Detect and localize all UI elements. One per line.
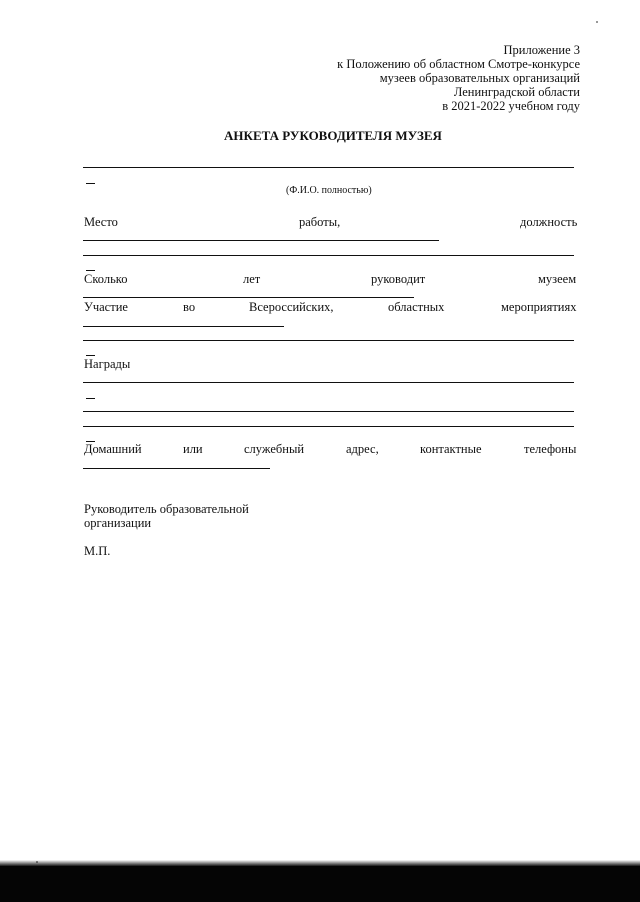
label-leads: руководит bbox=[371, 272, 426, 286]
label-participation: Участие bbox=[84, 300, 128, 314]
fio-input-line[interactable] bbox=[83, 167, 574, 168]
label-or: или bbox=[183, 442, 203, 456]
signature-line-2: организации bbox=[84, 516, 152, 530]
label-place: Место bbox=[84, 215, 118, 229]
appendix-line-4: Ленинградской области bbox=[453, 85, 580, 99]
fio-dash bbox=[86, 183, 95, 184]
fio-caption: (Ф.И.О. полностью) bbox=[286, 185, 372, 196]
participation-input-line-1[interactable] bbox=[83, 326, 284, 327]
awards-input-line-1[interactable] bbox=[83, 382, 574, 383]
stamp-label: М.П. bbox=[84, 544, 111, 558]
scan-edge-strip bbox=[0, 866, 640, 902]
label-in: во bbox=[183, 300, 196, 314]
scan-speck bbox=[596, 21, 598, 23]
label-regional: областных bbox=[388, 300, 445, 314]
signature-line-1: Руководитель образовательной bbox=[84, 502, 249, 516]
work-dash bbox=[86, 270, 95, 271]
label-how-many: Сколько bbox=[84, 272, 128, 286]
awards-input-line-3[interactable] bbox=[83, 426, 574, 427]
label-work: работы, bbox=[299, 215, 341, 229]
label-phones: телефоны bbox=[524, 442, 577, 456]
participation-dash bbox=[86, 355, 95, 356]
label-address: адрес, bbox=[346, 442, 379, 456]
label-position: должность bbox=[520, 215, 578, 229]
label-years: лет bbox=[243, 272, 261, 286]
page-title: АНКЕТА РУКОВОДИТЕЛЯ МУЗЕЯ bbox=[224, 128, 442, 143]
appendix-line-5: в 2021-2022 учебном году bbox=[442, 99, 580, 113]
work-input-line-1[interactable] bbox=[83, 240, 439, 241]
label-contact: контактные bbox=[420, 442, 482, 456]
label-office: служебный bbox=[244, 442, 305, 456]
label-events: мероприятиях bbox=[501, 300, 577, 314]
participation-input-line-2[interactable] bbox=[83, 340, 574, 341]
work-input-line-2[interactable] bbox=[83, 255, 574, 256]
label-all-russian: Всероссийских, bbox=[249, 300, 334, 314]
awards-dash-1 bbox=[86, 398, 95, 399]
label-museum: музеем bbox=[538, 272, 577, 286]
appendix-line-3: музеев образовательных организаций bbox=[379, 71, 580, 85]
label-home: Домашний bbox=[84, 442, 142, 456]
years-input-line[interactable] bbox=[83, 297, 414, 298]
appendix-line-2: к Положению об областном Смотре-конкурсе bbox=[337, 57, 580, 71]
appendix-line-1: Приложение 3 bbox=[503, 43, 580, 57]
address-input-line[interactable] bbox=[83, 468, 270, 469]
awards-input-line-2[interactable] bbox=[83, 411, 574, 412]
label-awards: Награды bbox=[84, 357, 131, 371]
